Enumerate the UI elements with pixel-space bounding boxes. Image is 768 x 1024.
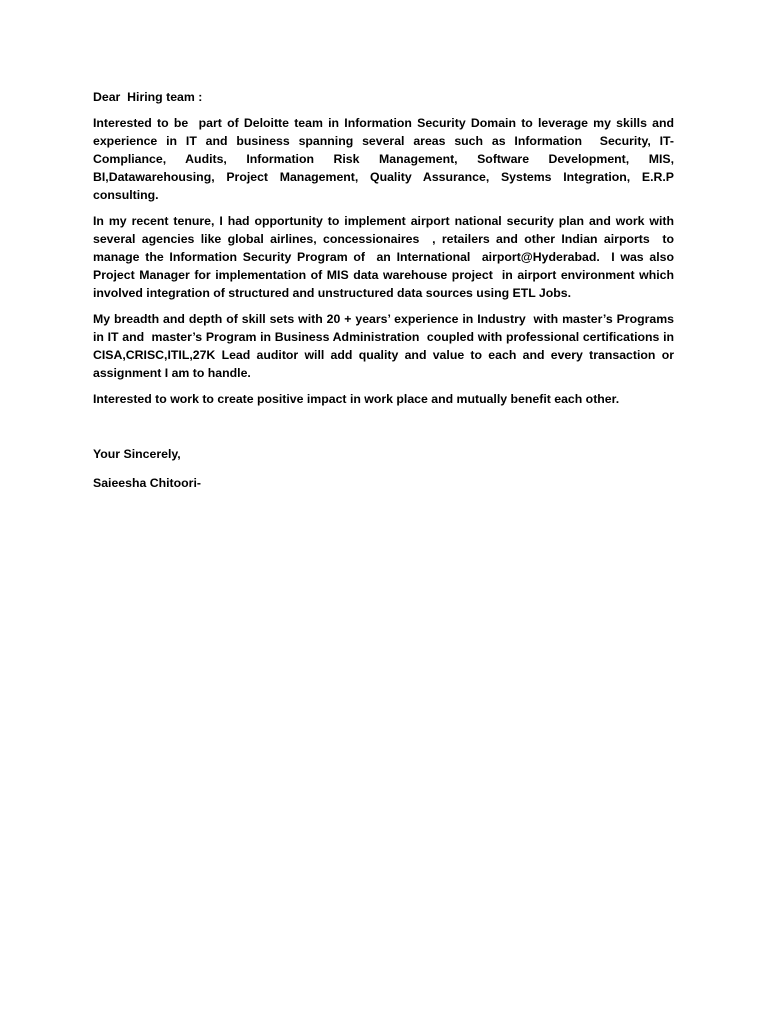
letter-signature: Saieesha Chitoori-	[93, 476, 201, 490]
letter-paragraph-intro: Interested to be part of Deloitte team in Information Security Domain to leverage my skills and experience in IT and business spanning several areas such as Information Security, IT- Compliance, Audits, Information Risk Management, Software Development, MIS, BI,Datawarehousing, Project Management, Quality Assurance, Systems Integration, E.R.P consulting.	[93, 116, 678, 202]
letter-paragraph-skills: My breadth and depth of skill sets with 20 + years’ experience in Industry with master’s Programs in IT and master’s Program in Business Administration coupled with professional certifications in CISA,CRISC,ITIL,27K Lead auditor will add quality and value to each and every transaction or assignment I am to handle.	[93, 312, 678, 380]
letter-paragraph-experience: In my recent tenure, I had opportunity to implement airport national security plan and work with several agencies like global airlines, concessionaires , retailers and other Indian airports to manage the Information Security Program of an International airport@Hyderabad. I was also Project Manager for implementation of MIS data warehouse project in airport environment which involved integration of structured and unstructured data sources using ETL Jobs.	[93, 214, 678, 300]
cover-letter	[93, 88, 678, 492]
letter-paragraph-conclusion: Interested to work to create positive impact in work place and mutually benefit each other.	[93, 392, 620, 406]
letter-greeting: Dear Hiring team :	[93, 90, 203, 104]
letter-closing: Your Sincerely,	[93, 447, 181, 461]
